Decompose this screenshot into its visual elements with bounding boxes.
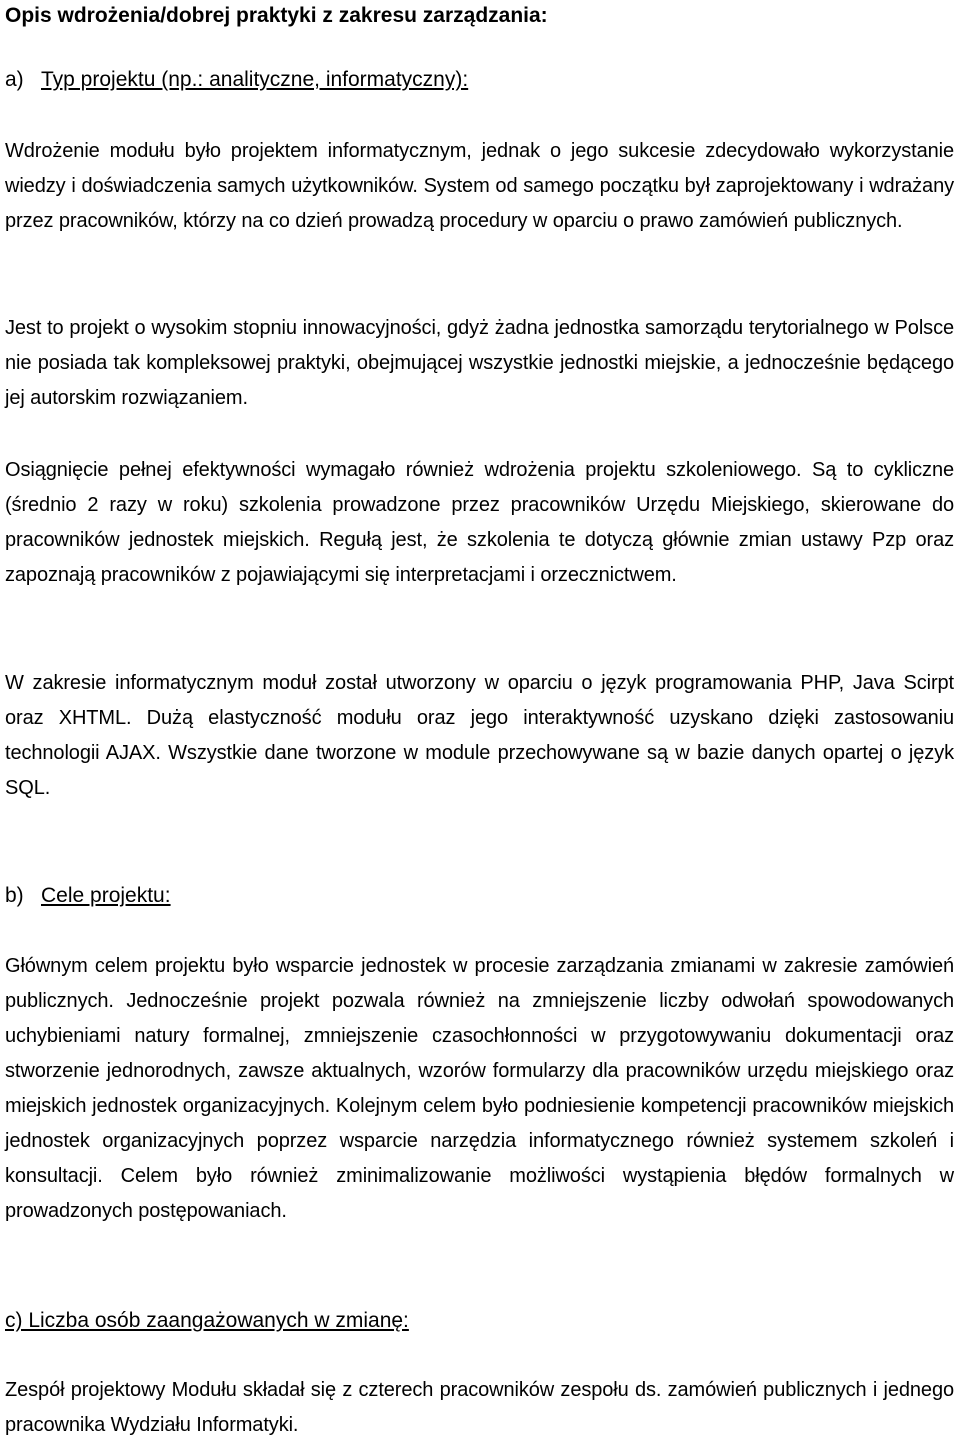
section-b-title: Cele projektu: bbox=[41, 884, 171, 907]
paragraph-2: Jest to projekt o wysokim stopniu innowacyjności, gdyż żadna jednostka samorządu terytorialnego w Polsce nie posiada tak kompleksowej praktyki, obejmującej wszystkie jednostki miejskie, a jednocześnie będącego jej autorskim rozwiązaniem. bbox=[5, 317, 954, 409]
paragraph-6: Zespół projektowy Modułu składał się z czterech pracowników zespołu ds. zamówień publicznych i jednego pracownika Wydziału Informatyki. bbox=[5, 1379, 954, 1436]
paragraph-3: Osiągnięcie pełnej efektywności wymagało również wdrożenia projektu szkoleniowego. Są to cykliczne (średnio 2 razy w roku) szkolenia prowadzone przez pracowników Urzędu Miejskiego, skierowane do pracowników jednostek miejskich. Regułą jest, że szkolenia te dotyczą głównie zmian ustawy Pzp oraz zapoznają pracowników z pojawiającymi się interpretacjami i orzecznictwem. bbox=[5, 459, 954, 586]
section-c-heading bbox=[5, 1309, 409, 1333]
section-a-marker: a) bbox=[5, 68, 24, 91]
paragraph-1: Wdrożenie modułu było projektem informatycznym, jednak o jego sukcesie zdecydowało wykorzystanie wiedzy i doświadczenia samych użytkowników. System od samego początku był zaprojektowany i wdrażany przez pracowników, którzy na co dzień prowadzą procedury w oparciu o prawo zamówień publicznych. bbox=[5, 140, 954, 232]
section-b-heading bbox=[5, 884, 171, 908]
section-a-heading bbox=[5, 68, 468, 92]
paragraph-4: W zakresie informatycznym moduł został utworzony w oparciu o język programowania PHP, Java Scirpt oraz XHTML. Dużą elastyczność modułu oraz jego interaktywność uzyskano dzięki zastosowaniu technologii AJAX. Wszystkie dane tworzone w module przechowywane są w bazie danych opartej o język SQL. bbox=[5, 672, 954, 799]
section-b-marker: b) bbox=[5, 884, 24, 907]
section-c-title: c) Liczba osób zaangażowanych w zmianę: bbox=[5, 1309, 409, 1332]
document-title: Opis wdrożenia/dobrej praktyki z zakresu zarządzania: bbox=[5, 4, 548, 27]
section-a-title: Typ projektu (np.: analityczne, informatyczny): bbox=[41, 68, 469, 91]
paragraph-5: Głównym celem projektu było wsparcie jednostek w procesie zarządzania zmianami w zakresie zamówień publicznych. Jednocześnie projekt pozwala również na zmniejszenie liczby odwołań spowodowanych uchybieniami natury formalnej, zmniejszenie czasochłonności w przygotowywaniu dokumentacji oraz stworzenie jednorodnych, zawsze aktualnych, wzorów formularzy dla pracowników urzędu miejskiego oraz miejskich jednostek organizacyjnych. Kolejnym celem było podniesienie kompetencji pracowników miejskich jednostek organizacyjnych poprzez wsparcie narzędzia informatycznego również systemem szkoleń i konsultacji. Celem było również zminimalizowanie możliwości wystąpienia błędów formalnych w prowadzonych postępowaniach. bbox=[5, 955, 954, 1222]
